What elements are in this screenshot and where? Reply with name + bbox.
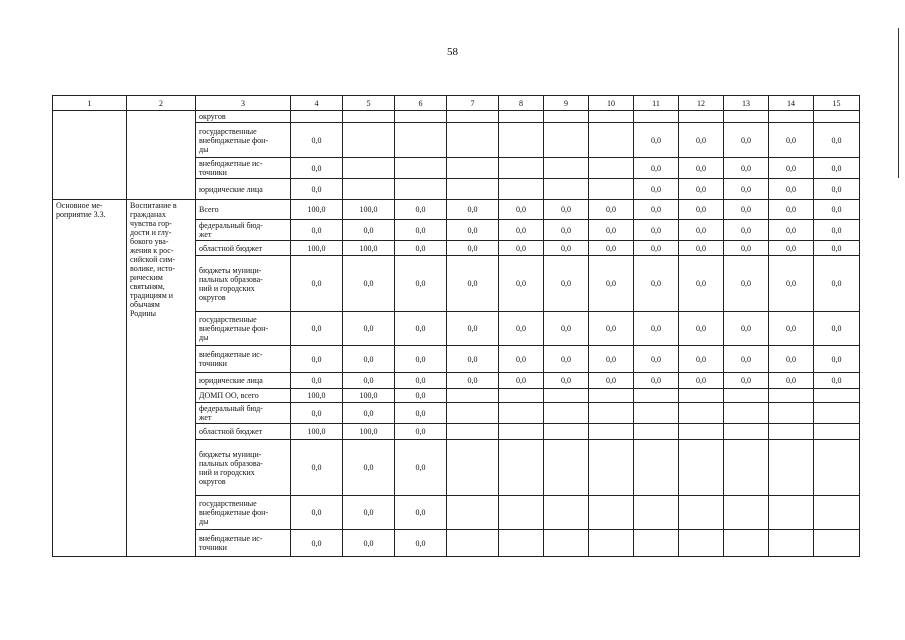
value-cell xyxy=(499,496,544,530)
value-cell xyxy=(724,111,769,123)
value-cell: 100,0 xyxy=(291,200,343,220)
value-cell xyxy=(814,440,860,496)
value-cell: 0,0 xyxy=(814,158,860,179)
funding-source-label: ДОМП ОО, всего xyxy=(196,389,291,403)
value-cell xyxy=(499,424,544,440)
measure-name: Основное ме- роприятие 3.3. xyxy=(53,200,127,557)
value-cell xyxy=(634,440,679,496)
value-cell: 0,0 xyxy=(499,200,544,220)
value-cell xyxy=(447,496,499,530)
value-cell: 0,0 xyxy=(343,530,395,557)
value-cell: 0,0 xyxy=(499,241,544,256)
value-cell: 0,0 xyxy=(634,241,679,256)
value-cell: 0,0 xyxy=(589,312,634,346)
value-cell: 0,0 xyxy=(769,373,814,389)
value-cell xyxy=(499,158,544,179)
value-cell xyxy=(634,403,679,424)
value-cell: 0,0 xyxy=(499,346,544,373)
value-cell: 0,0 xyxy=(544,256,589,312)
value-cell xyxy=(814,389,860,403)
value-cell: 0,0 xyxy=(395,241,447,256)
value-cell: 0,0 xyxy=(291,220,343,241)
value-cell: 0,0 xyxy=(769,200,814,220)
value-cell: 0,0 xyxy=(589,200,634,220)
value-cell xyxy=(769,424,814,440)
value-cell: 0,0 xyxy=(679,220,724,241)
value-cell: 0,0 xyxy=(447,200,499,220)
column-header-7: 7 xyxy=(447,96,499,111)
value-cell xyxy=(499,111,544,123)
value-cell: 0,0 xyxy=(769,158,814,179)
value-cell xyxy=(499,179,544,200)
funding-source-label: внебюджетные ис- точники xyxy=(196,158,291,179)
value-cell xyxy=(814,424,860,440)
value-cell xyxy=(724,440,769,496)
value-cell: 0,0 xyxy=(724,123,769,158)
value-cell xyxy=(769,403,814,424)
value-cell xyxy=(589,440,634,496)
value-cell: 0,0 xyxy=(679,256,724,312)
funding-source-label: государственные внебюджетные фон- ды xyxy=(196,496,291,530)
value-cell: 0,0 xyxy=(395,312,447,346)
header-row xyxy=(53,96,860,111)
value-cell: 0,0 xyxy=(343,256,395,312)
measure-name-cell-continued xyxy=(53,111,127,200)
value-cell: 0,0 xyxy=(291,346,343,373)
value-cell: 0,0 xyxy=(447,220,499,241)
value-cell xyxy=(634,530,679,557)
value-cell: 100,0 xyxy=(343,389,395,403)
value-cell xyxy=(544,111,589,123)
value-cell xyxy=(769,496,814,530)
value-cell xyxy=(544,123,589,158)
value-cell: 0,0 xyxy=(724,373,769,389)
value-cell: 0,0 xyxy=(679,179,724,200)
funding-source-label: внебюджетные ис- точники xyxy=(196,346,291,373)
column-header-4: 4 xyxy=(291,96,343,111)
column-header-13: 13 xyxy=(724,96,769,111)
value-cell xyxy=(769,440,814,496)
value-cell xyxy=(589,111,634,123)
value-cell xyxy=(447,111,499,123)
value-cell: 0,0 xyxy=(343,403,395,424)
value-cell: 0,0 xyxy=(769,312,814,346)
value-cell xyxy=(395,111,447,123)
column-header-9: 9 xyxy=(544,96,589,111)
page-number: 58 xyxy=(447,46,458,58)
value-cell xyxy=(814,496,860,530)
value-cell xyxy=(589,530,634,557)
value-cell: 0,0 xyxy=(447,241,499,256)
value-cell xyxy=(589,389,634,403)
value-cell: 100,0 xyxy=(291,389,343,403)
value-cell: 0,0 xyxy=(724,179,769,200)
value-cell xyxy=(395,179,447,200)
value-cell: 0,0 xyxy=(769,123,814,158)
value-cell: 0,0 xyxy=(814,312,860,346)
value-cell: 0,0 xyxy=(544,220,589,241)
value-cell: 0,0 xyxy=(814,241,860,256)
value-cell: 0,0 xyxy=(634,346,679,373)
value-cell xyxy=(679,111,724,123)
value-cell xyxy=(499,440,544,496)
value-cell xyxy=(544,496,589,530)
column-header-2: 2 xyxy=(127,96,196,111)
value-cell: 100,0 xyxy=(291,424,343,440)
budget-table xyxy=(52,95,860,557)
value-cell: 0,0 xyxy=(679,158,724,179)
value-cell: 0,0 xyxy=(724,158,769,179)
value-cell: 0,0 xyxy=(395,403,447,424)
value-cell xyxy=(589,158,634,179)
funding-source-label: федеральный бюд- жет xyxy=(196,403,291,424)
value-cell: 0,0 xyxy=(769,179,814,200)
value-cell xyxy=(544,403,589,424)
value-cell xyxy=(634,389,679,403)
value-cell: 100,0 xyxy=(291,241,343,256)
value-cell xyxy=(679,403,724,424)
value-cell: 0,0 xyxy=(769,256,814,312)
column-header-8: 8 xyxy=(499,96,544,111)
value-cell xyxy=(544,440,589,496)
value-cell: 0,0 xyxy=(679,312,724,346)
value-cell xyxy=(499,389,544,403)
value-cell: 0,0 xyxy=(395,256,447,312)
value-cell: 0,0 xyxy=(291,440,343,496)
value-cell: 0,0 xyxy=(544,346,589,373)
measure-description-cell-continued xyxy=(127,111,196,200)
value-cell: 0,0 xyxy=(724,256,769,312)
value-cell xyxy=(634,496,679,530)
table-body xyxy=(53,96,860,557)
value-cell xyxy=(447,158,499,179)
value-cell xyxy=(679,424,724,440)
value-cell: 0,0 xyxy=(499,256,544,312)
value-cell xyxy=(679,496,724,530)
value-cell: 0,0 xyxy=(814,123,860,158)
value-cell: 0,0 xyxy=(814,220,860,241)
value-cell: 0,0 xyxy=(724,312,769,346)
value-cell xyxy=(724,530,769,557)
value-cell xyxy=(447,424,499,440)
value-cell: 0,0 xyxy=(343,346,395,373)
value-cell: 0,0 xyxy=(634,158,679,179)
value-cell xyxy=(447,403,499,424)
value-cell: 0,0 xyxy=(291,403,343,424)
column-header-10: 10 xyxy=(589,96,634,111)
value-cell: 0,0 xyxy=(395,373,447,389)
value-cell: 0,0 xyxy=(634,200,679,220)
column-header-11: 11 xyxy=(634,96,679,111)
value-cell: 0,0 xyxy=(769,346,814,373)
value-cell: 0,0 xyxy=(343,312,395,346)
value-cell: 0,0 xyxy=(814,346,860,373)
value-cell xyxy=(814,111,860,123)
value-cell: 0,0 xyxy=(589,346,634,373)
value-cell: 0,0 xyxy=(291,123,343,158)
value-cell xyxy=(343,111,395,123)
value-cell: 0,0 xyxy=(634,179,679,200)
value-cell: 0,0 xyxy=(395,220,447,241)
value-cell: 0,0 xyxy=(724,200,769,220)
value-cell: 0,0 xyxy=(343,440,395,496)
value-cell xyxy=(814,530,860,557)
value-cell: 0,0 xyxy=(814,179,860,200)
value-cell xyxy=(724,496,769,530)
value-cell: 0,0 xyxy=(291,256,343,312)
value-cell: 0,0 xyxy=(679,241,724,256)
value-cell: 0,0 xyxy=(395,389,447,403)
value-cell xyxy=(769,111,814,123)
page-edge-line xyxy=(898,28,899,178)
column-header-14: 14 xyxy=(769,96,814,111)
value-cell: 0,0 xyxy=(291,373,343,389)
value-cell xyxy=(395,158,447,179)
value-cell: 0,0 xyxy=(814,200,860,220)
value-cell xyxy=(395,123,447,158)
value-cell: 0,0 xyxy=(679,123,724,158)
value-cell xyxy=(544,530,589,557)
value-cell: 0,0 xyxy=(544,200,589,220)
value-cell: 0,0 xyxy=(343,220,395,241)
value-cell xyxy=(814,403,860,424)
value-cell: 100,0 xyxy=(343,200,395,220)
value-cell xyxy=(679,440,724,496)
value-cell: 0,0 xyxy=(343,373,395,389)
value-cell xyxy=(769,530,814,557)
funding-source-label: государственные внебюджетные фон- ды xyxy=(196,123,291,158)
value-cell: 0,0 xyxy=(769,241,814,256)
funding-source-label: юридические лица xyxy=(196,373,291,389)
value-cell xyxy=(447,123,499,158)
column-header-12: 12 xyxy=(679,96,724,111)
funding-source-label: юридические лица xyxy=(196,179,291,200)
value-cell xyxy=(589,496,634,530)
value-cell xyxy=(634,111,679,123)
column-header-1: 1 xyxy=(53,96,127,111)
value-cell xyxy=(291,111,343,123)
value-cell: 0,0 xyxy=(395,530,447,557)
value-cell: 0,0 xyxy=(544,241,589,256)
value-cell: 0,0 xyxy=(634,373,679,389)
value-cell: 0,0 xyxy=(291,179,343,200)
funding-source-label: областной бюджет xyxy=(196,241,291,256)
value-cell xyxy=(544,389,589,403)
value-cell xyxy=(589,424,634,440)
value-cell: 0,0 xyxy=(724,346,769,373)
value-cell: 0,0 xyxy=(395,200,447,220)
funding-source-label: федеральный бюд- жет xyxy=(196,220,291,241)
value-cell: 0,0 xyxy=(447,256,499,312)
funding-source-label: бюджеты муници- пальных образова- ний и городских округов xyxy=(196,440,291,496)
value-cell xyxy=(447,530,499,557)
value-cell xyxy=(724,424,769,440)
value-cell: 100,0 xyxy=(343,241,395,256)
value-cell: 0,0 xyxy=(395,496,447,530)
value-cell: 0,0 xyxy=(634,220,679,241)
value-cell xyxy=(769,389,814,403)
funding-source-label: округов xyxy=(196,111,291,123)
value-cell: 0,0 xyxy=(634,312,679,346)
value-cell xyxy=(589,123,634,158)
value-cell xyxy=(343,158,395,179)
value-cell xyxy=(447,389,499,403)
value-cell xyxy=(499,403,544,424)
value-cell: 0,0 xyxy=(814,256,860,312)
value-cell: 0,0 xyxy=(769,220,814,241)
table-row xyxy=(53,111,860,123)
value-cell: 0,0 xyxy=(634,123,679,158)
value-cell: 0,0 xyxy=(589,220,634,241)
value-cell: 0,0 xyxy=(679,373,724,389)
value-cell: 0,0 xyxy=(395,440,447,496)
value-cell xyxy=(499,530,544,557)
funding-source-label: Всего xyxy=(196,200,291,220)
value-cell: 0,0 xyxy=(634,256,679,312)
value-cell: 0,0 xyxy=(814,373,860,389)
column-header-3: 3 xyxy=(196,96,291,111)
value-cell xyxy=(679,530,724,557)
value-cell xyxy=(544,179,589,200)
value-cell: 0,0 xyxy=(499,220,544,241)
value-cell xyxy=(634,424,679,440)
value-cell: 0,0 xyxy=(589,373,634,389)
value-cell: 0,0 xyxy=(544,312,589,346)
value-cell: 100,0 xyxy=(343,424,395,440)
value-cell xyxy=(343,123,395,158)
column-header-5: 5 xyxy=(343,96,395,111)
value-cell: 0,0 xyxy=(679,200,724,220)
value-cell: 0,0 xyxy=(724,220,769,241)
funding-source-label: внебюджетные ис- точники xyxy=(196,530,291,557)
value-cell: 0,0 xyxy=(343,496,395,530)
funding-source-label: областной бюджет xyxy=(196,424,291,440)
table-row xyxy=(53,200,860,220)
value-cell: 0,0 xyxy=(447,312,499,346)
column-header-6: 6 xyxy=(395,96,447,111)
value-cell: 0,0 xyxy=(724,241,769,256)
value-cell xyxy=(724,389,769,403)
value-cell xyxy=(544,424,589,440)
value-cell: 0,0 xyxy=(291,496,343,530)
value-cell xyxy=(343,179,395,200)
value-cell: 0,0 xyxy=(395,346,447,373)
value-cell: 0,0 xyxy=(447,373,499,389)
value-cell: 0,0 xyxy=(679,346,724,373)
funding-source-label: государственные внебюджетные фон- ды xyxy=(196,312,291,346)
value-cell: 0,0 xyxy=(544,373,589,389)
value-cell xyxy=(544,158,589,179)
funding-source-label: бюджеты муници- пальных образова- ний и городских округов xyxy=(196,256,291,312)
value-cell: 0,0 xyxy=(589,241,634,256)
value-cell xyxy=(589,179,634,200)
value-cell xyxy=(724,403,769,424)
value-cell xyxy=(499,123,544,158)
value-cell: 0,0 xyxy=(499,373,544,389)
value-cell: 0,0 xyxy=(395,424,447,440)
value-cell xyxy=(679,389,724,403)
measure-description: Воспитание в гражданах чувства гор- дости и глу- бокого ува- жения к рос- сийской сим- волике, исто- рическим святыням, традициям и обычаям Родины xyxy=(127,200,196,557)
value-cell: 0,0 xyxy=(291,158,343,179)
value-cell: 0,0 xyxy=(589,256,634,312)
value-cell: 0,0 xyxy=(291,312,343,346)
value-cell xyxy=(447,179,499,200)
value-cell xyxy=(589,403,634,424)
value-cell: 0,0 xyxy=(447,346,499,373)
value-cell xyxy=(447,440,499,496)
column-header-15: 15 xyxy=(814,96,860,111)
value-cell: 0,0 xyxy=(291,530,343,557)
value-cell: 0,0 xyxy=(499,312,544,346)
